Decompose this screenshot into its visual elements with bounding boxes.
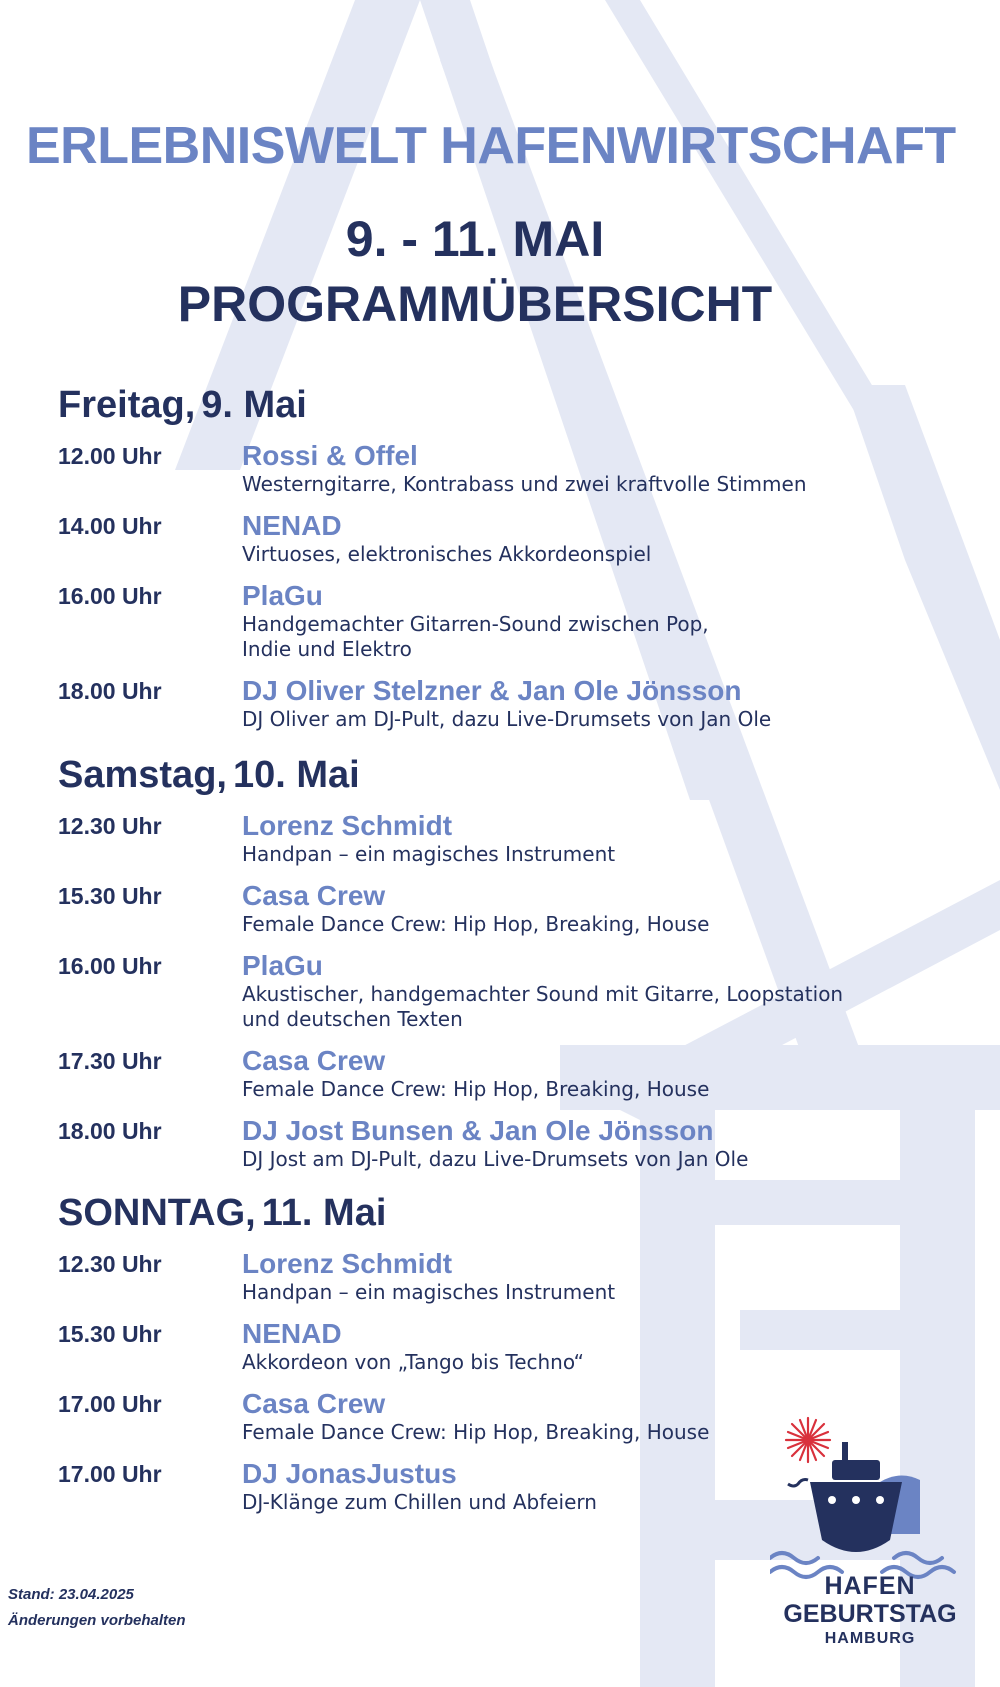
day-date: 11. Mai bbox=[261, 1192, 387, 1234]
schedule-item bbox=[58, 510, 938, 567]
page-title: ERLEBNISWELT HAFENWIRTSCHAFT bbox=[26, 117, 956, 175]
event-dates: 9. - 11. MAI bbox=[345, 211, 605, 267]
logo-text-hamburg: HAMBURG bbox=[824, 1630, 916, 1647]
event-time: 18.00 Uhr bbox=[58, 678, 162, 704]
day-heading bbox=[58, 382, 938, 428]
event-time: 14.00 Uhr bbox=[58, 513, 162, 539]
schedule-item bbox=[58, 880, 938, 937]
day-name: Samstag, bbox=[58, 754, 227, 796]
schedule-item bbox=[58, 1115, 938, 1172]
schedule-item bbox=[58, 580, 938, 662]
event-artist: PlaGu bbox=[242, 950, 323, 981]
day-heading bbox=[58, 752, 938, 798]
subject-to-change-note: Änderungen vorbehalten bbox=[8, 1612, 186, 1629]
event-artist: PlaGu bbox=[242, 580, 323, 611]
event-description: Akkordeon von „Tango bis Techno“ bbox=[242, 1350, 584, 1374]
event-description: Female Dance Crew: Hip Hop, Breaking, House bbox=[242, 1077, 710, 1101]
event-artist: DJ Oliver Stelzner & Jan Ole Jönsson bbox=[242, 675, 742, 706]
event-description: DJ Oliver am DJ-Pult, dazu Live-Drumsets von Jan Ole bbox=[242, 707, 772, 731]
schedule-item bbox=[58, 1248, 938, 1305]
event-time: 17.00 Uhr bbox=[58, 1391, 162, 1417]
schedule-item bbox=[58, 440, 938, 497]
event-artist: NENAD bbox=[242, 510, 342, 541]
event-time: 16.00 Uhr bbox=[58, 953, 162, 979]
event-artist: Casa Crew bbox=[242, 880, 386, 911]
status-date: Stand: 23.04.2025 bbox=[8, 1586, 134, 1603]
event-artist: Rossi & Offel bbox=[242, 440, 418, 471]
event-artist: Casa Crew bbox=[242, 1388, 386, 1419]
event-time: 15.30 Uhr bbox=[58, 883, 162, 909]
program-overview-heading: PROGRAMMÜBERSICHT bbox=[177, 276, 773, 332]
event-time: 18.00 Uhr bbox=[58, 1118, 162, 1144]
schedule-item bbox=[58, 1045, 938, 1102]
logo-text-hafen: HAFEN bbox=[824, 1572, 916, 1600]
firework-icon bbox=[786, 1418, 830, 1462]
event-time: 12.00 Uhr bbox=[58, 443, 162, 469]
day-date: 10. Mai bbox=[232, 754, 360, 796]
event-time: 15.30 Uhr bbox=[58, 1321, 162, 1347]
logo-text-geburtstag: GEBURTSTAG bbox=[783, 1600, 957, 1628]
day-name: Freitag, bbox=[58, 384, 196, 426]
schedule-item bbox=[58, 950, 938, 1032]
event-description: Westerngitarre, Kontrabass und zwei kraftvolle Stimmen bbox=[242, 472, 807, 496]
event-time: 16.00 Uhr bbox=[58, 583, 162, 609]
event-time: 12.30 Uhr bbox=[58, 1251, 162, 1277]
event-description: Female Dance Crew: Hip Hop, Breaking, House bbox=[242, 912, 710, 936]
event-description: Handpan – ein magisches Instrument bbox=[242, 1280, 616, 1304]
event-description: Female Dance Crew: Hip Hop, Breaking, House bbox=[242, 1420, 710, 1444]
event-description: Virtuoses, elektronisches Akkordeonspiel bbox=[242, 542, 652, 566]
event-time: 17.00 Uhr bbox=[58, 1461, 162, 1487]
event-artist: Lorenz Schmidt bbox=[242, 1248, 453, 1279]
day-section-saturday bbox=[58, 752, 938, 1185]
event-artist: Casa Crew bbox=[242, 1045, 386, 1076]
schedule-item bbox=[58, 1318, 938, 1375]
event-artist: NENAD bbox=[242, 1318, 342, 1349]
day-heading bbox=[58, 1190, 938, 1236]
event-time: 12.30 Uhr bbox=[58, 813, 162, 839]
schedule-item bbox=[58, 675, 938, 732]
day-name: SONNTAG, bbox=[58, 1192, 256, 1234]
event-artist: DJ Jost Bunsen & Jan Ole Jönsson bbox=[242, 1115, 714, 1146]
event-description: Handgemachter Gitarren-Sound zwischen Pop, Indie und Elektro bbox=[242, 612, 709, 661]
event-artist: DJ JonasJustus bbox=[242, 1458, 457, 1489]
day-date: 9. Mai bbox=[201, 384, 307, 426]
event-description: DJ-Klänge zum Chillen und Abfeiern bbox=[242, 1490, 597, 1514]
event-time: 17.30 Uhr bbox=[58, 1048, 162, 1074]
event-description: Handpan – ein magisches Instrument bbox=[242, 842, 616, 866]
event-description: DJ Jost am DJ-Pult, dazu Live-Drumsets von Jan Ole bbox=[242, 1147, 749, 1171]
event-artist: Lorenz Schmidt bbox=[242, 810, 453, 841]
event-description: Akustischer, handgemachter Sound mit Gitarre, Loopstation und deutschen Texten bbox=[242, 982, 844, 1031]
day-section-friday bbox=[58, 382, 938, 745]
bird-icon bbox=[788, 1480, 808, 1487]
schedule-item bbox=[58, 810, 938, 867]
